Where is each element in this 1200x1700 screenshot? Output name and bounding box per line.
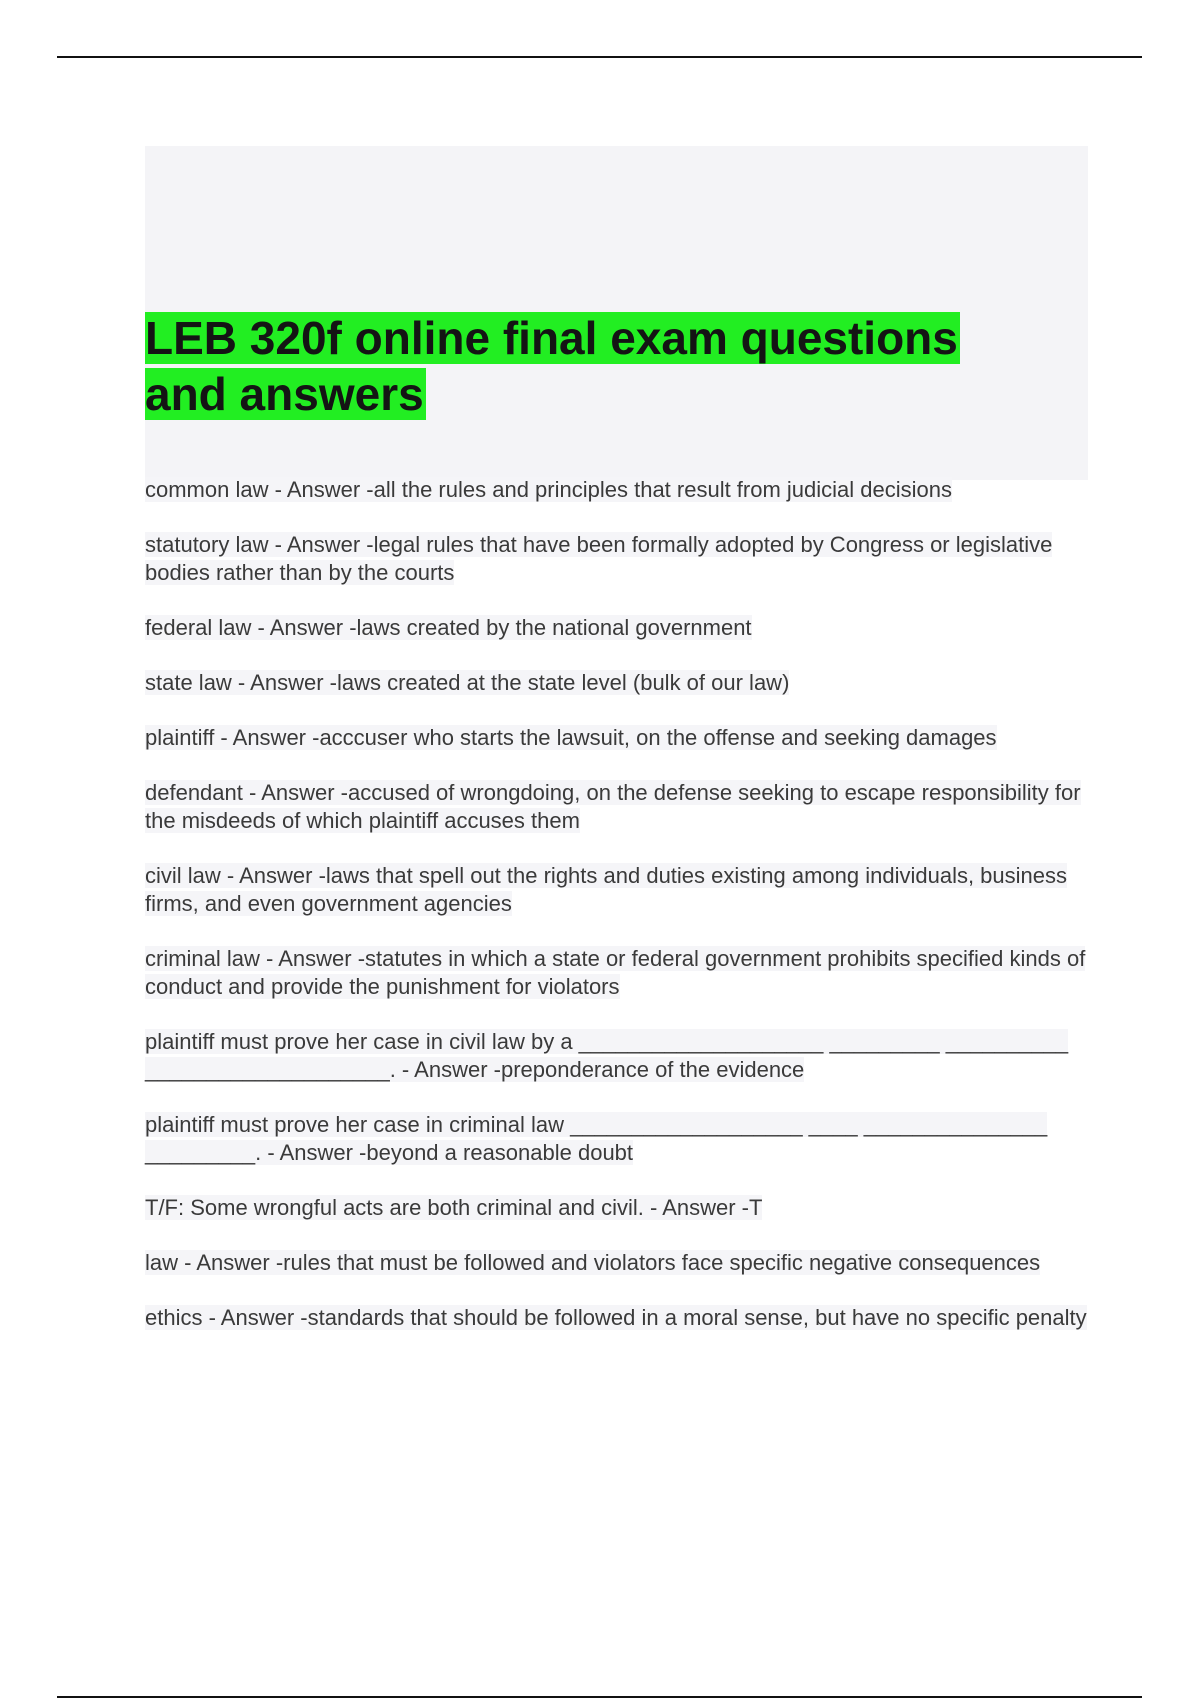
- qa-item-ethics: [145, 1304, 1095, 1332]
- qa-text: common law - Answer -all the rules and principles that result from judicial decisions: [145, 477, 953, 502]
- qa-item-true-false: [145, 1194, 1095, 1222]
- qa-item-common-law: [145, 476, 1095, 504]
- title-highlight: LEB 320f online final exam questions and answers: [145, 312, 958, 420]
- document-title: [145, 310, 1025, 422]
- qa-text: plaintiff must prove her case in criminal law ___________________ ____ _______________ _________. - Answer -beyond a reasonable doubt: [145, 1112, 1048, 1165]
- qa-item-civil-law: [145, 862, 1095, 918]
- qa-item-federal-law: [145, 614, 1095, 642]
- qa-text: statutory law - Answer -legal rules that have been formally adopted by Congress or legislative bodies rather than by the courts: [145, 532, 1053, 585]
- qa-list: [145, 476, 1095, 1359]
- qa-text: plaintiff - Answer -acccuser who starts the lawsuit, on the offense and seeking damages: [145, 725, 997, 750]
- qa-text: federal law - Answer -laws created by the national government: [145, 615, 752, 640]
- qa-item-defendant: [145, 779, 1095, 835]
- bottom-divider: [57, 1696, 1142, 1698]
- qa-item-law: [145, 1249, 1095, 1277]
- qa-text: defendant - Answer -accused of wrongdoing, on the defense seeking to escape responsibility for the misdeeds of which plaintiff accuses them: [145, 780, 1081, 833]
- qa-item-criminal-law: [145, 945, 1095, 1001]
- qa-item-statutory-law: [145, 531, 1095, 587]
- qa-item-plaintiff: [145, 724, 1095, 752]
- qa-item-state-law: [145, 669, 1095, 697]
- qa-text: civil law - Answer -laws that spell out the rights and duties existing among individuals, business firms, and even government agencies: [145, 863, 1068, 916]
- qa-text: state law - Answer -laws created at the state level (bulk of our law): [145, 670, 790, 695]
- qa-text: criminal law - Answer -statutes in which a state or federal government prohibits specified kinds of conduct and provide the punishment for violators: [145, 946, 1086, 999]
- qa-text: law - Answer -rules that must be followed and violators face specific negative consequences: [145, 1250, 1041, 1275]
- qa-text: plaintiff must prove her case in civil law by a ____________________ _________ __________ ____________________. - Answer -preponderance of the evidence: [145, 1029, 1069, 1082]
- top-divider: [57, 56, 1142, 58]
- qa-text: ethics - Answer -standards that should be followed in a moral sense, but have no specific penalty: [145, 1305, 1087, 1330]
- qa-item-criminal-burden: [145, 1111, 1095, 1167]
- qa-text: T/F: Some wrongful acts are both criminal and civil. - Answer -T: [145, 1195, 763, 1220]
- qa-item-civil-burden: [145, 1028, 1095, 1084]
